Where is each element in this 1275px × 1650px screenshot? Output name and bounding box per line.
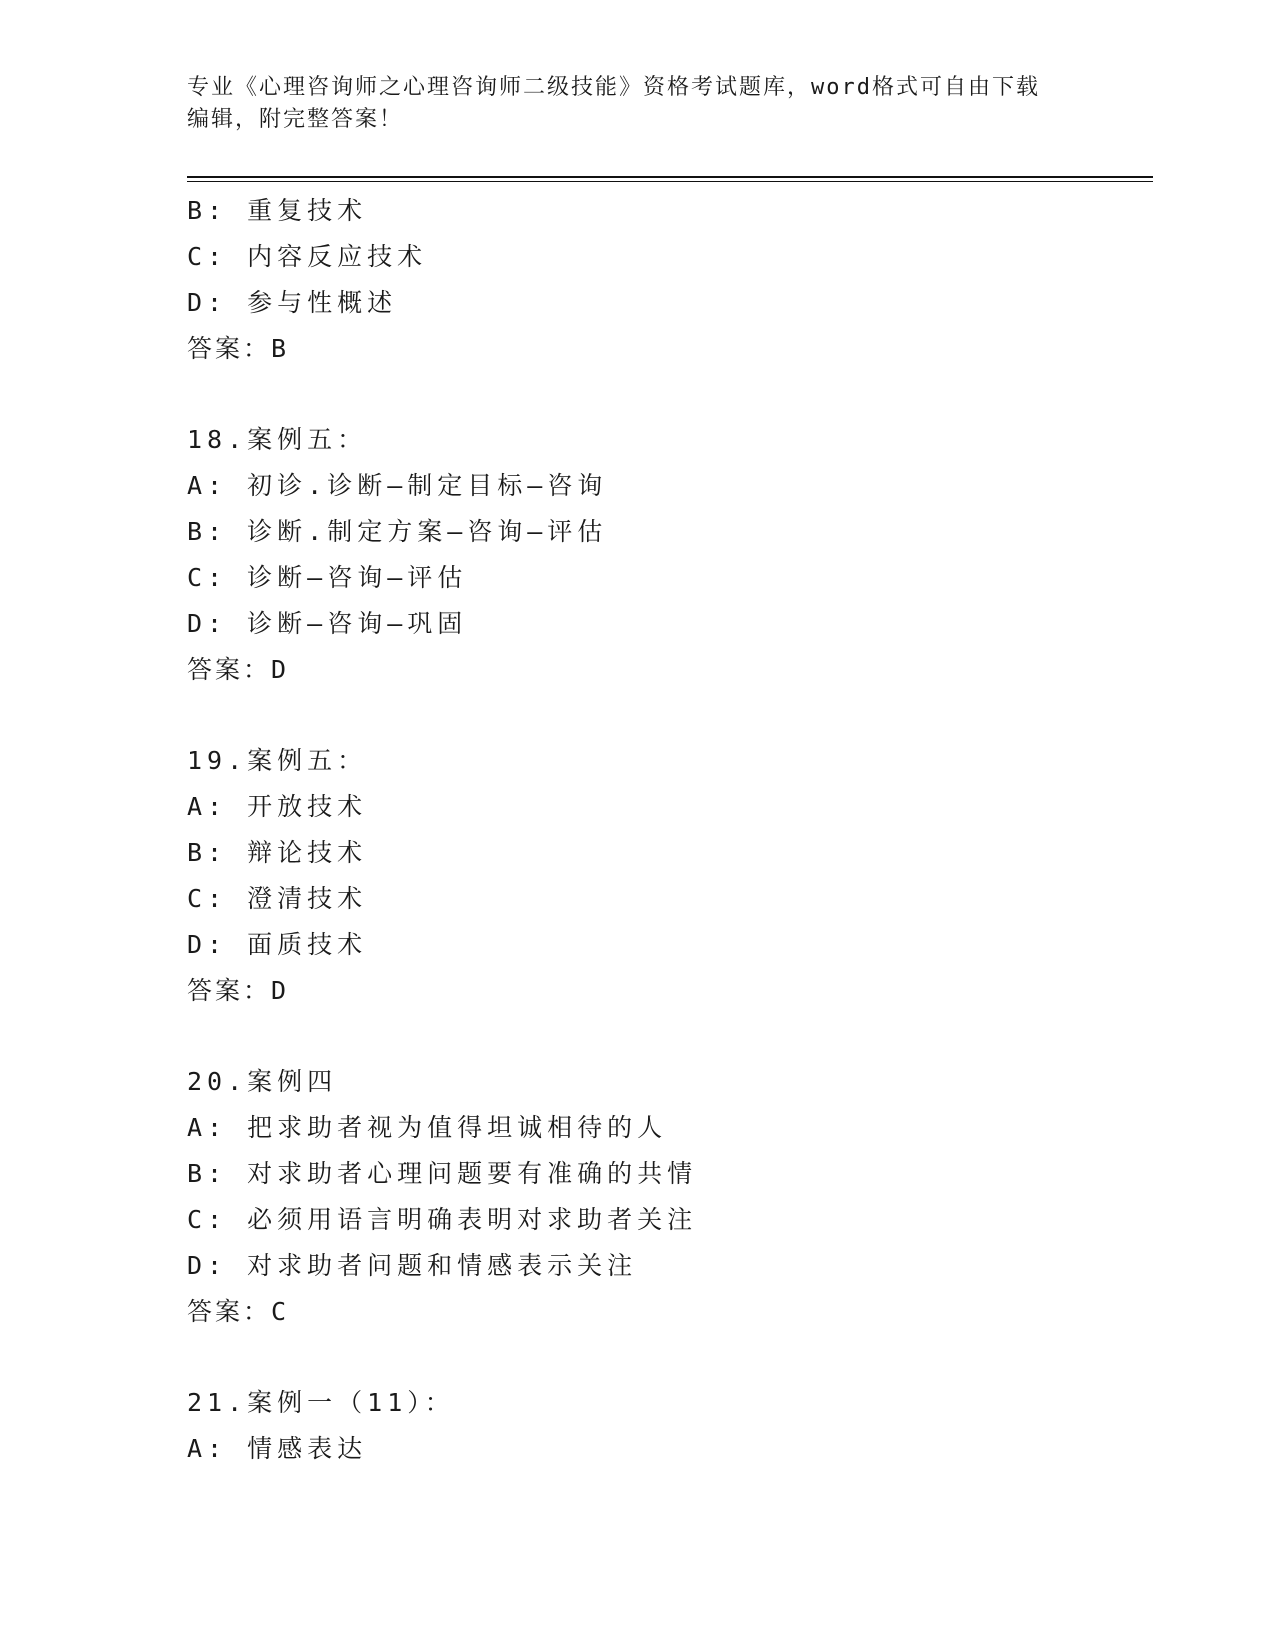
q19-title: 19.案例五： [187, 746, 368, 775]
q17-answer: 答案：B [187, 334, 290, 363]
q20-answer: 答案：C [187, 1297, 290, 1326]
q19-option-c: C: 澄清技术 [187, 884, 368, 913]
q17-option-b: B: 重复技术 [187, 196, 368, 225]
q20-option-a: A: 把求助者视为值得坦诚相待的人 [187, 1113, 668, 1142]
q21-title: 21.案例一（11）： [187, 1388, 455, 1417]
q18-option-d: D: 诊断—咨询—巩固 [187, 609, 468, 638]
q19-option-a: A: 开放技术 [187, 792, 368, 821]
spacer [187, 693, 1147, 738]
q19-option-d: D: 面质技术 [187, 930, 368, 959]
q18-option-c: C: 诊断—咨询—评估 [187, 563, 468, 592]
header-line-1: 专业《心理咨询师之心理咨询师二级技能》资格考试题库，word格式可自由下载 [187, 75, 1040, 100]
q17-option-c: C: 内容反应技术 [187, 242, 428, 271]
header-divider-thick [187, 176, 1153, 178]
header-divider-thin [187, 181, 1153, 182]
q20-option-b: B: 对求助者心理问题要有准确的共情 [187, 1159, 698, 1188]
spacer [187, 1335, 1147, 1380]
spacer [187, 372, 1147, 417]
q20-option-c: C: 必须用语言明确表明对求助者关注 [187, 1205, 698, 1234]
q19-option-b: B: 辩论技术 [187, 838, 368, 867]
q19-answer: 答案：D [187, 976, 290, 1005]
spacer [187, 1014, 1147, 1059]
document-header [187, 72, 1067, 136]
q21-option-a: A: 情感表达 [187, 1434, 368, 1463]
q18-title: 18.案例五： [187, 425, 368, 454]
q18-answer: 答案：D [187, 655, 290, 684]
header-line-2: 编辑，附完整答案！ [187, 107, 404, 132]
q18-option-a: A: 初诊.诊断—制定目标—咨询 [187, 471, 608, 500]
q20-option-d: D: 对求助者问题和情感表示关注 [187, 1251, 638, 1280]
q17-option-d: D: 参与性概述 [187, 288, 398, 317]
q18-option-b: B: 诊断.制定方案—咨询—评估 [187, 517, 608, 546]
q20-title: 20.案例四 [187, 1067, 338, 1096]
question-list [187, 188, 1147, 1472]
